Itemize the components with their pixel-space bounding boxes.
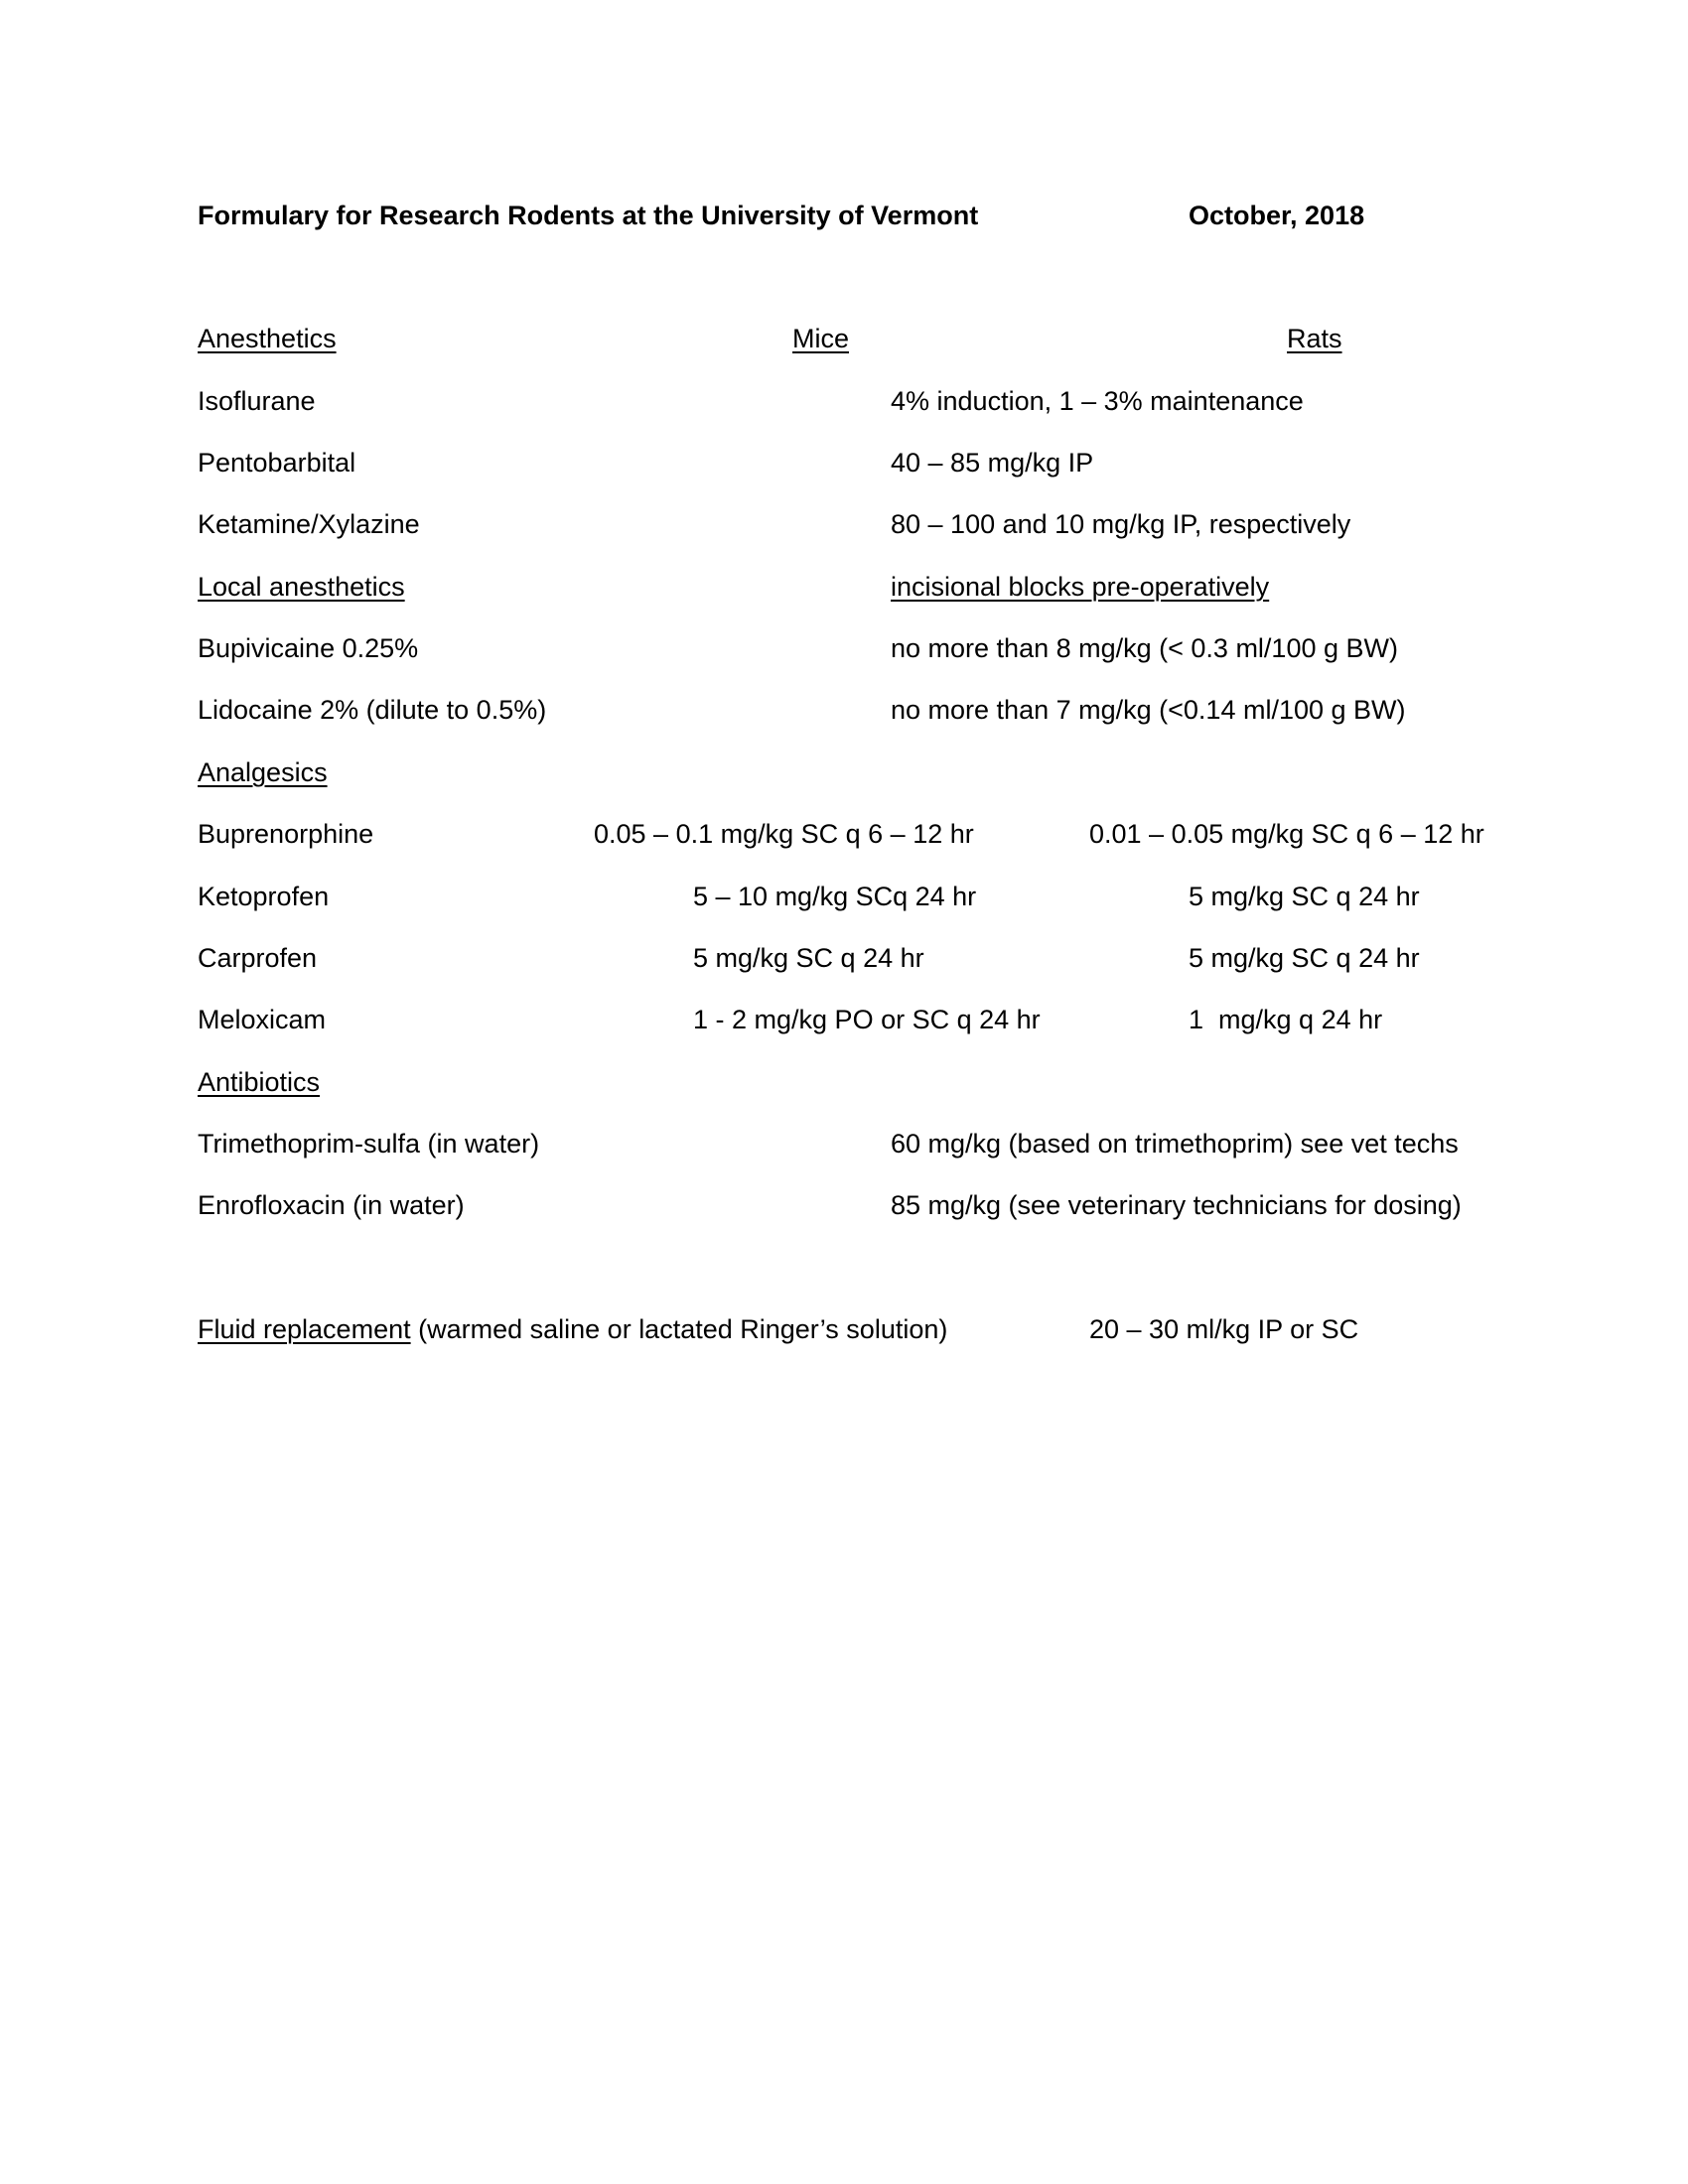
document-title: Formulary for Research Rodents at the University of Vermont bbox=[198, 201, 979, 230]
mice-dose-ketoprofen: 5 – 10 mg/kg SCq 24 hr bbox=[693, 882, 977, 911]
local-anesthetics-note: incisional blocks pre-operatively bbox=[891, 572, 1270, 602]
fluid-replacement-heading: Fluid replacement bbox=[198, 1314, 411, 1344]
fluid-replacement-detail: (warmed saline or lactated Ringer’s solution) bbox=[410, 1314, 948, 1344]
mice-dose-carprofen: 5 mg/kg SC q 24 hr bbox=[693, 943, 924, 973]
drug-name-buprenorphine: Buprenorphine bbox=[198, 819, 374, 849]
dose-bupivicaine: no more than 8 mg/kg (< 0.3 ml/100 g BW) bbox=[891, 633, 1398, 663]
drug-name-enrofloxacin: Enrofloxacin (in water) bbox=[198, 1190, 465, 1220]
drug-name-ketamine-xylazine: Ketamine/Xylazine bbox=[198, 509, 420, 539]
document-date: October, 2018 bbox=[1189, 201, 1365, 230]
rats-column-header: Rats bbox=[1287, 324, 1342, 353]
rats-dose-ketoprofen: 5 mg/kg SC q 24 hr bbox=[1189, 882, 1420, 911]
mice-column-header: Mice bbox=[792, 324, 850, 353]
dose-enrofloxacin: 85 mg/kg (see veterinary technicians for dosing) bbox=[891, 1190, 1462, 1220]
dose-lidocaine: no more than 7 mg/kg (<0.14 ml/100 g BW) bbox=[891, 695, 1406, 725]
drug-name-pentobarbital: Pentobarbital bbox=[198, 448, 356, 478]
rats-dose-carprofen: 5 mg/kg SC q 24 hr bbox=[1189, 943, 1420, 973]
dose-trimethoprim-sulfa: 60 mg/kg (based on trimethoprim) see vet techs bbox=[891, 1129, 1459, 1159]
drug-name-trimethoprim-sulfa: Trimethoprim-sulfa (in water) bbox=[198, 1129, 540, 1159]
analgesics-heading: Analgesics bbox=[198, 757, 328, 787]
drug-name-bupivicaine: Bupivicaine 0.25% bbox=[198, 633, 419, 663]
anesthetics-heading: Anesthetics bbox=[198, 324, 337, 353]
rats-dose-buprenorphine: 0.01 – 0.05 mg/kg SC q 6 – 12 hr bbox=[1089, 819, 1484, 849]
dose-ketamine-xylazine: 80 – 100 and 10 mg/kg IP, respectively bbox=[891, 509, 1351, 539]
local-anesthetics-heading: Local anesthetics bbox=[198, 572, 405, 602]
dose-isoflurane: 4% induction, 1 – 3% maintenance bbox=[891, 386, 1304, 416]
drug-name-isoflurane: Isoflurane bbox=[198, 386, 316, 416]
drug-name-carprofen: Carprofen bbox=[198, 943, 318, 973]
dose-fluid-replacement: 20 – 30 ml/kg IP or SC bbox=[1089, 1314, 1359, 1344]
mice-dose-meloxicam: 1 - 2 mg/kg PO or SC q 24 hr bbox=[693, 1005, 1041, 1034]
rats-dose-meloxicam: 1 mg/kg q 24 hr bbox=[1189, 1005, 1383, 1034]
drug-name-lidocaine: Lidocaine 2% (dilute to 0.5%) bbox=[198, 695, 547, 725]
fluid-replacement-line bbox=[198, 1312, 947, 1346]
dose-pentobarbital: 40 – 85 mg/kg IP bbox=[891, 448, 1094, 478]
drug-name-meloxicam: Meloxicam bbox=[198, 1005, 327, 1034]
drug-name-ketoprofen: Ketoprofen bbox=[198, 882, 330, 911]
mice-dose-buprenorphine: 0.05 – 0.1 mg/kg SC q 6 – 12 hr bbox=[594, 819, 974, 849]
antibiotics-heading: Antibiotics bbox=[198, 1067, 321, 1097]
